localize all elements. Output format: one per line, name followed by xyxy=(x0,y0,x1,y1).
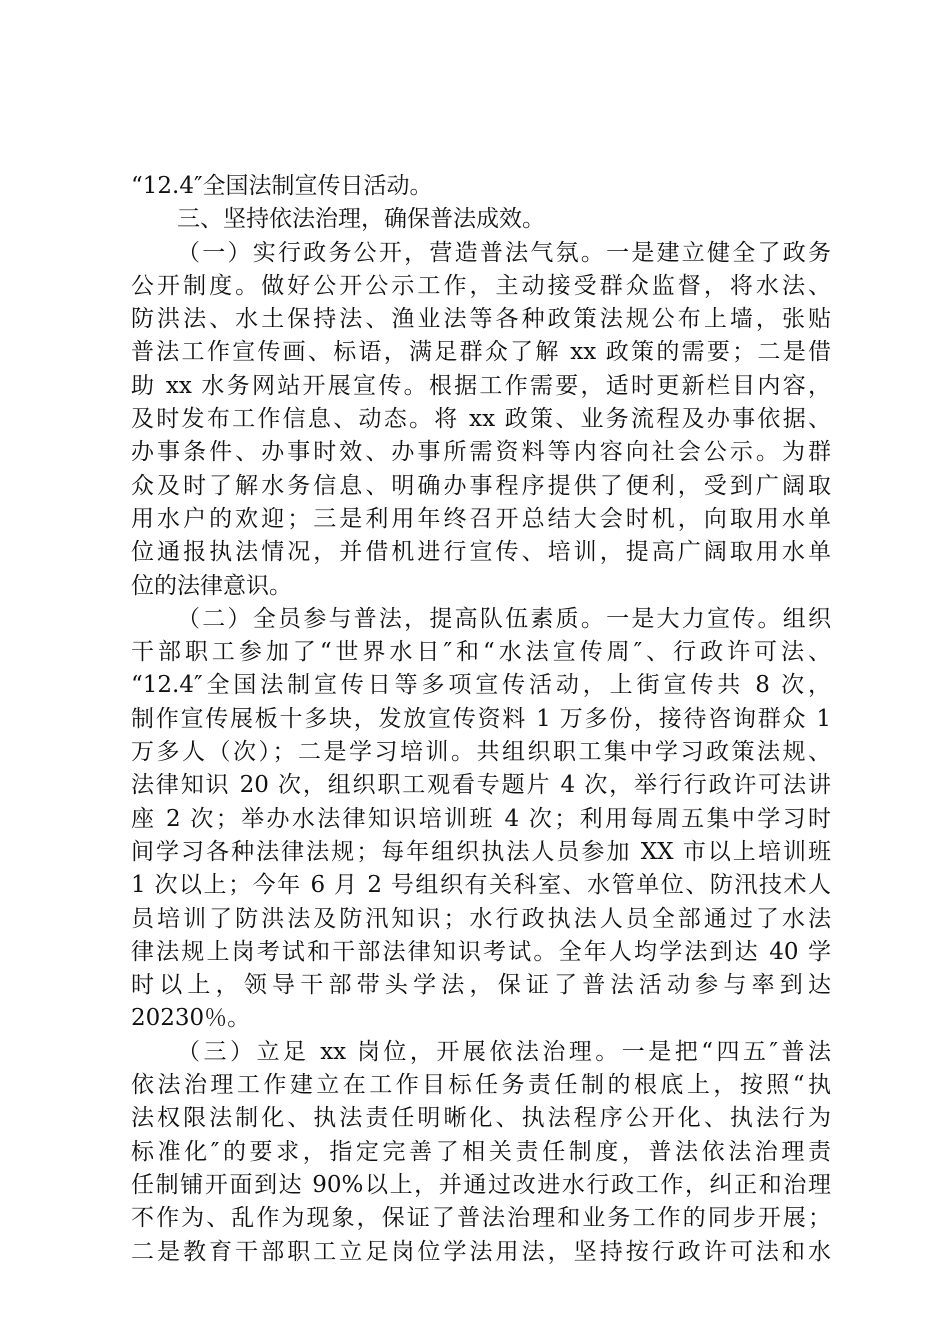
paragraph-line: 万多人（次）；二是学习培训。共组织职工集中学习政策法规、 xyxy=(131,739,831,766)
paragraph-line: （一）实行政务公开，营造普法气氛。一是建立健全了政务 xyxy=(177,239,831,266)
paragraph-line: （二）全员参与普法，提高队伍素质。一是大力宣传。组织 xyxy=(177,605,831,632)
paragraph-line: 用水户的欢迎；三是利用年终召开总结大会时机，向取用水单 xyxy=(131,505,831,532)
paragraph-line: 间学习各种法律法规；每年组织执法人员参加 XX 市以上培训班 xyxy=(131,838,831,865)
paragraph-line: 普法工作宣传画、标语，满足群众了解 xx 政策的需要；二是借 xyxy=(131,339,831,366)
paragraph-line: 位通报执法情况，并借机进行宣传、培训，提高广阔取用水单 xyxy=(131,539,831,566)
paragraph-line: 1 次以上；今年 6 月 2 号组织有关科室、水管单位、防汛技术人 xyxy=(131,872,831,899)
paragraph-line: 公开制度。做好公开公示工作，主动接受群众监督，将水法、 xyxy=(131,272,831,299)
paragraph-line: 防洪法、水土保持法、渔业法等各种政策法规公布上墙，张贴 xyxy=(131,306,831,333)
paragraph-line: 律法规上岗考试和干部法律知识考试。全年人均学法到达 40 学 xyxy=(131,938,831,965)
paragraph-line: “12.4″全国法制宣传日等多项宣传活动，上街宣传共 8 次， xyxy=(131,672,831,699)
paragraph-line: 时以上，领导干部带头学法，保证了普法活动参与率到达 xyxy=(131,972,831,999)
paragraph-line: 办事条件、办事时效、办事所需资料等内容向社会公示。为群 xyxy=(131,439,831,466)
paragraph-line: （三）立足 xx 岗位，开展依法治理。一是把“四五″普法 xyxy=(177,1038,831,1065)
paragraph-line: 法权限法制化、执法责任明晰化、执法程序公开化、执法行为 xyxy=(131,1105,831,1132)
paragraph-line: 干部职工参加了“世界水日″和“水法宣传周″、行政许可法、 xyxy=(131,639,831,666)
paragraph-line: 员培训了防洪法及防汛知识；水行政执法人员全部通过了水法 xyxy=(131,905,831,932)
text-line: “12.4″全国法制宣传日活动。 xyxy=(131,173,433,199)
paragraph-line: 及时发布工作信息、动态。将 xx 政策、业务流程及办事依据、 xyxy=(131,406,831,433)
paragraph-line: 助 xx 水务网站开展宣传。根据工作需要，适时更新栏目内容， xyxy=(131,372,831,399)
paragraph-line: 位的法律意识。 xyxy=(131,572,292,599)
paragraph-line: 法律知识 20 次，组织职工观看专题片 4 次，举行行政许可法讲 xyxy=(131,772,831,799)
paragraph-line: 任制铺开面到达 90%以上，并通过改进水行政工作，纠正和治理 xyxy=(131,1171,831,1198)
paragraph-line: 二是教育干部职工立足岗位学法用法，坚持按行政许可法和水 xyxy=(131,1238,831,1265)
paragraph-line: 标准化″的要求，指定完善了相关责任制度，普法依法治理责 xyxy=(131,1138,831,1165)
paragraph-line: 20230％。 xyxy=(131,1005,251,1032)
paragraph-line: 座 2 次；举办水法律知识培训班 4 次；利用每周五集中学习时 xyxy=(131,805,831,832)
paragraph-line: 制作宣传展板十多块，发放宣传资料 1 万多份，接待咨询群众 1 xyxy=(131,705,831,732)
paragraph-line: 依法治理工作建立在工作目标任务责任制的根底上，按照“执 xyxy=(131,1072,831,1099)
paragraph-line: 众及时了解水务信息、明确办事程序提供了便利，受到广阔取 xyxy=(131,472,831,499)
section-heading: 三、坚持依法治理，确保普法成效。 xyxy=(177,206,545,233)
document-body xyxy=(131,170,831,1269)
paragraph-line: 不作为、乱作为现象，保证了普法治理和业务工作的同步开展； xyxy=(131,1205,831,1232)
